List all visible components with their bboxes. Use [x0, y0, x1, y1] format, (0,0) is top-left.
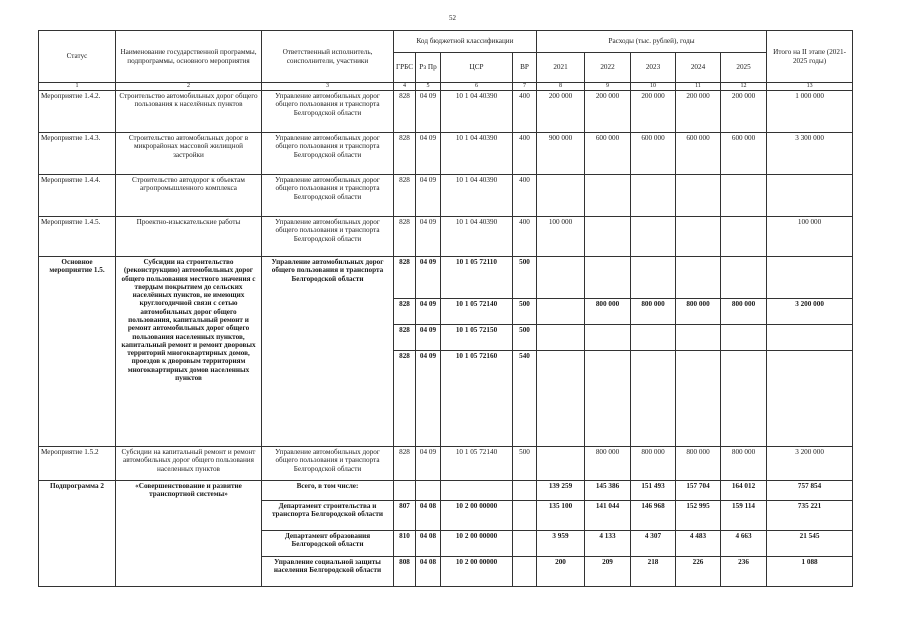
- row-total: 3 200 000: [767, 447, 853, 481]
- row-executor: Управление автомобильных дорог общего пользования и транспорта Белгородской области: [262, 133, 394, 175]
- column-index: 13: [767, 83, 853, 91]
- row-year-value: 900 000: [537, 133, 585, 175]
- row-year-value: 236: [721, 557, 767, 587]
- row-year-value: 141 044: [585, 501, 631, 531]
- row-grbs: 828: [394, 351, 416, 447]
- row-year-value: [676, 325, 721, 351]
- row-year-value: [721, 175, 767, 217]
- column-index: 9: [585, 83, 631, 91]
- row-rzpr: 04 09: [416, 299, 441, 325]
- row-rzpr: 04 08: [416, 557, 441, 587]
- row-grbs: [394, 481, 416, 501]
- row-rzpr: 04 08: [416, 531, 441, 557]
- row-csr: 10 1 05 72140: [441, 299, 513, 325]
- row-year-value: 100 000: [537, 217, 585, 257]
- row-year-value: [676, 175, 721, 217]
- row-year-value: 3 959: [537, 531, 585, 557]
- row-grbs: 828: [394, 257, 416, 299]
- row-year-value: 159 114: [721, 501, 767, 531]
- column-index: 4: [394, 83, 416, 91]
- row-vr: [513, 501, 537, 531]
- row-year-value: [537, 175, 585, 217]
- table-row: [39, 481, 853, 501]
- row-total: 1 088: [767, 557, 853, 587]
- column-index: 8: [537, 83, 585, 91]
- row-year-value: 200 000: [631, 91, 676, 133]
- row-year-value: 218: [631, 557, 676, 587]
- row-csr: 10 1 04 40390: [441, 217, 513, 257]
- row-year-value: [676, 257, 721, 299]
- row-year-value: 800 000: [676, 447, 721, 481]
- row-total: 1 000 000: [767, 91, 853, 133]
- row-rzpr: 04 09: [416, 175, 441, 217]
- header-name: Наименование государственной программы, подпрограммы, основного мероприятия: [116, 31, 262, 83]
- row-year-value: [537, 351, 585, 447]
- table-row: [39, 175, 853, 217]
- row-grbs: 828: [394, 325, 416, 351]
- header-year: 2021: [537, 53, 585, 83]
- row-year-value: [631, 217, 676, 257]
- row-total: 100 000: [767, 217, 853, 257]
- row-year-value: 600 000: [631, 133, 676, 175]
- row-year-value: 226: [676, 557, 721, 587]
- row-vr: [513, 557, 537, 587]
- header-year: 2024: [676, 53, 721, 83]
- row-vr: 540: [513, 351, 537, 447]
- table-row: [39, 133, 853, 175]
- row-grbs: 828: [394, 175, 416, 217]
- row-total: [767, 257, 853, 299]
- row-executor: Управление социальной защиты населения Белгородской области: [262, 557, 394, 587]
- row-status: Мероприятие 1.4.5.: [39, 217, 116, 257]
- row-year-value: 200 000: [676, 91, 721, 133]
- row-year-value: 800 000: [721, 447, 767, 481]
- row-executor: Департамент образования Белгородской области: [262, 531, 394, 557]
- row-name: Строительство автомобильных дорог общего пользования к населённых пунктов: [116, 91, 262, 133]
- row-vr: [513, 531, 537, 557]
- row-rzpr: [416, 481, 441, 501]
- column-index: 3: [262, 83, 394, 91]
- row-grbs: 807: [394, 501, 416, 531]
- row-year-value: 800 000: [631, 299, 676, 325]
- row-grbs: 810: [394, 531, 416, 557]
- row-year-value: [676, 217, 721, 257]
- row-status: Основное мероприятие 1.5.: [39, 257, 116, 447]
- row-year-value: 200: [537, 557, 585, 587]
- row-total: 21 545: [767, 531, 853, 557]
- row-year-value: 4 307: [631, 531, 676, 557]
- row-year-value: 139 259: [537, 481, 585, 501]
- row-year-value: [721, 257, 767, 299]
- row-name: Субсидии на строительство (реконструкцию) автомобильных дорог общего пользования местного значения с твердым покрытием до сельских населённых пунктов, не имеющих круглогодичной связи с сетью автомобильных дорог общего пользования, капитальный ремонт и ремонт автомобильных дорог общего пользования населенных пунктов, капитальный ремонт и ремонт дворовых территорий многоквартирных домов, проездов к дворовым территориям многоквартирных домов населенных пунктов: [116, 257, 262, 447]
- row-executor: Департамент строительства и транспорта Белгородской области: [262, 501, 394, 531]
- row-total: 3 200 000: [767, 299, 853, 325]
- row-executor: Управление автомобильных дорог общего пользования и транспорта Белгородской области: [262, 175, 394, 217]
- row-rzpr: 04 09: [416, 91, 441, 133]
- row-name: «Совершенствование и развитие транспортной системы»: [116, 481, 262, 587]
- row-rzpr: 04 09: [416, 325, 441, 351]
- row-year-value: 800 000: [585, 447, 631, 481]
- row-year-value: 164 012: [721, 481, 767, 501]
- row-grbs: 828: [394, 299, 416, 325]
- row-year-value: 209: [585, 557, 631, 587]
- row-year-value: [721, 351, 767, 447]
- row-vr: 500: [513, 257, 537, 299]
- table-row: [39, 217, 853, 257]
- column-index: 11: [676, 83, 721, 91]
- row-year-value: 200 000: [585, 91, 631, 133]
- row-year-value: [537, 325, 585, 351]
- row-vr: 500: [513, 299, 537, 325]
- row-year-value: [537, 447, 585, 481]
- row-vr: 400: [513, 217, 537, 257]
- row-rzpr: 04 09: [416, 217, 441, 257]
- column-index: 10: [631, 83, 676, 91]
- row-grbs: 828: [394, 217, 416, 257]
- header-executor: Ответственный исполнитель, соисполнители, участники: [262, 31, 394, 83]
- row-year-value: [537, 257, 585, 299]
- row-vr: 400: [513, 91, 537, 133]
- row-year-value: [676, 351, 721, 447]
- row-grbs: 828: [394, 447, 416, 481]
- row-year-value: 800 000: [676, 299, 721, 325]
- header-expenses: Расходы (тыс. рублей), годы: [537, 31, 767, 53]
- row-status: Мероприятие 1.4.2.: [39, 91, 116, 133]
- header-year: 2022: [585, 53, 631, 83]
- row-total: [767, 175, 853, 217]
- row-year-value: 4 663: [721, 531, 767, 557]
- row-rzpr: 04 09: [416, 257, 441, 299]
- row-status: Мероприятие 1.4.3.: [39, 133, 116, 175]
- row-year-value: [721, 217, 767, 257]
- row-rzpr: 04 09: [416, 351, 441, 447]
- row-year-value: 200 000: [537, 91, 585, 133]
- row-csr: 10 2 00 00000: [441, 531, 513, 557]
- row-year-value: 800 000: [631, 447, 676, 481]
- row-name: Строительство автодорог к объектам агропромышленного комплекса: [116, 175, 262, 217]
- row-year-value: [721, 325, 767, 351]
- row-total: 735 221: [767, 501, 853, 531]
- header-csr: ЦСР: [441, 53, 513, 83]
- row-executor: Управление автомобильных дорог общего пользования и транспорта Белгородской области: [262, 217, 394, 257]
- row-year-value: 800 000: [585, 299, 631, 325]
- page-number: 52: [449, 14, 456, 22]
- budget-table: [38, 30, 853, 587]
- row-year-value: 4 483: [676, 531, 721, 557]
- row-year-value: 157 704: [676, 481, 721, 501]
- row-year-value: [585, 217, 631, 257]
- header-budget-code: Код бюджетной классификации: [394, 31, 537, 53]
- row-year-value: [631, 257, 676, 299]
- column-index: 7: [513, 83, 537, 91]
- row-grbs: 808: [394, 557, 416, 587]
- row-csr: 10 2 00 00000: [441, 557, 513, 587]
- row-year-value: [631, 351, 676, 447]
- row-vr: [513, 481, 537, 501]
- row-vr: 500: [513, 325, 537, 351]
- row-csr: 10 1 05 72110: [441, 257, 513, 299]
- row-year-value: 800 000: [721, 299, 767, 325]
- row-year-value: 145 386: [585, 481, 631, 501]
- row-year-value: [631, 175, 676, 217]
- row-year-value: [585, 325, 631, 351]
- row-year-value: 135 100: [537, 501, 585, 531]
- row-vr: 400: [513, 133, 537, 175]
- row-status: Мероприятие 1.4.4.: [39, 175, 116, 217]
- header-total: Итого на II этапе (2021-2025 годы): [767, 31, 853, 83]
- row-year-value: [631, 325, 676, 351]
- row-year-value: 152 995: [676, 501, 721, 531]
- header-year: 2025: [721, 53, 767, 83]
- header-rzpr: Рз Пр: [416, 53, 441, 83]
- row-rzpr: 04 09: [416, 447, 441, 481]
- row-total: 757 854: [767, 481, 853, 501]
- row-name: Проектно-изыскательские работы: [116, 217, 262, 257]
- row-executor: Управление автомобильных дорог общего пользования и транспорта Белгородской области: [262, 257, 394, 447]
- row-year-value: 200 000: [721, 91, 767, 133]
- row-csr: 10 2 00 00000: [441, 501, 513, 531]
- row-grbs: 828: [394, 91, 416, 133]
- column-index: 2: [116, 83, 262, 91]
- row-csr: 10 1 04 40390: [441, 91, 513, 133]
- row-year-value: 4 133: [585, 531, 631, 557]
- row-rzpr: 04 09: [416, 133, 441, 175]
- row-csr: 10 1 04 40390: [441, 133, 513, 175]
- table-row: [39, 257, 853, 299]
- row-year-value: 600 000: [721, 133, 767, 175]
- header-grbs: ГРБС: [394, 53, 416, 83]
- row-name: Строительство автомобильных дорог в микрорайонах массовой жилищной застройки: [116, 133, 262, 175]
- header-vr: ВР: [513, 53, 537, 83]
- row-executor: Управление автомобильных дорог общего пользования и транспорта Белгородской области: [262, 91, 394, 133]
- row-year-value: 146 968: [631, 501, 676, 531]
- row-status: Подпрограмма 2: [39, 481, 116, 587]
- row-executor: Управление автомобильных дорог общего пользования и транспорта Белгородской области: [262, 447, 394, 481]
- row-csr: [441, 481, 513, 501]
- row-vr: 500: [513, 447, 537, 481]
- row-rzpr: 04 08: [416, 501, 441, 531]
- row-year-value: [585, 351, 631, 447]
- row-csr: 10 1 05 72140: [441, 447, 513, 481]
- column-index: 12: [721, 83, 767, 91]
- row-status: Мероприятие 1.5.2: [39, 447, 116, 481]
- row-year-value: 600 000: [676, 133, 721, 175]
- row-total: 3 300 000: [767, 133, 853, 175]
- row-csr: 10 1 05 72160: [441, 351, 513, 447]
- row-year-value: 600 000: [585, 133, 631, 175]
- header-status: Статус: [39, 31, 116, 83]
- row-executor: Всего, в том числе:: [262, 481, 394, 501]
- column-index: 6: [441, 83, 513, 91]
- row-csr: 10 1 04 40390: [441, 175, 513, 217]
- header-year: 2023: [631, 53, 676, 83]
- column-index: 1: [39, 83, 116, 91]
- row-grbs: 828: [394, 133, 416, 175]
- row-year-value: [585, 175, 631, 217]
- table-row: [39, 447, 853, 481]
- row-year-value: [585, 257, 631, 299]
- column-index: 5: [416, 83, 441, 91]
- row-total: [767, 351, 853, 447]
- row-total: [767, 325, 853, 351]
- row-name: Субсидии на капитальный ремонт и ремонт автомобильных дорог общего пользования населенных пунктов: [116, 447, 262, 481]
- row-vr: 400: [513, 175, 537, 217]
- row-year-value: [537, 299, 585, 325]
- table-row: [39, 91, 853, 133]
- row-year-value: 151 493: [631, 481, 676, 501]
- row-csr: 10 1 05 72150: [441, 325, 513, 351]
